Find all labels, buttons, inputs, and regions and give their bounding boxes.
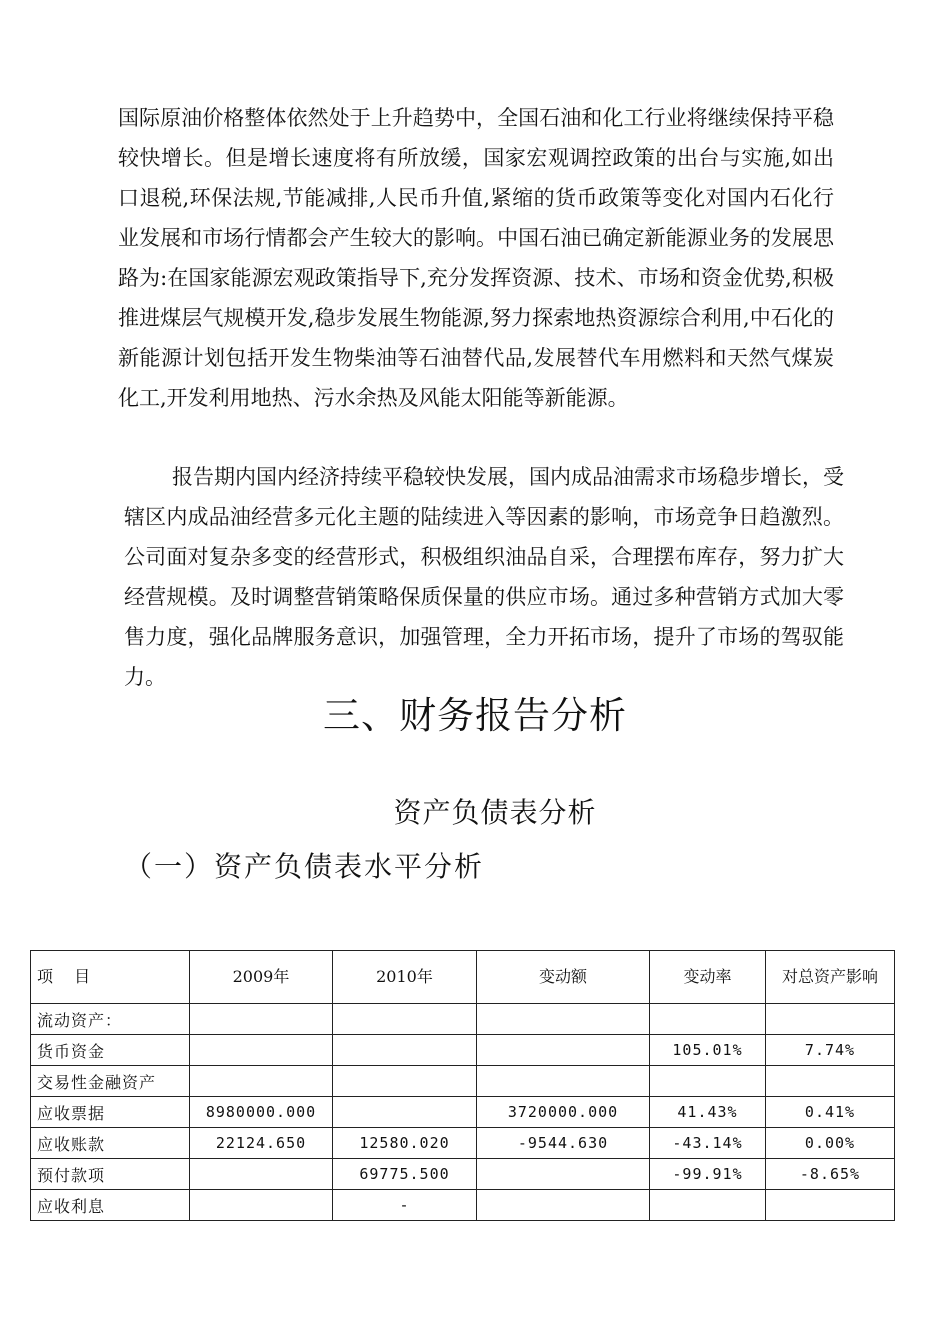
body-paragraph-2-text: 报告期内国内经济持续平稳较快发展，国内成品油需求市场稳步增长，受辖区内成品油经营多元化主题的陆续进入等因素的影响，市场竞争日趋激烈。公司面对复杂多变的经营形式，积极组织油品自采，合理摆布库存，努力扩大经营规模。及时调整营销策略保质保量的供应市场。通过多种营销方式加大零售力度，强化品牌服务意识，加强管理，全力开拓市场，提升了市场的驾驭能力。 <box>124 465 844 689</box>
cell-change-rate <box>650 1004 766 1035</box>
header-2010: 2010年 <box>333 951 477 1004</box>
balance-sheet-table <box>30 950 895 1221</box>
cell-change-amount: -9544.630 <box>477 1128 650 1159</box>
cell-change-amount <box>477 1035 650 1066</box>
cell-change-amount <box>477 1004 650 1035</box>
cell-change-rate: 41.43% <box>650 1097 766 1128</box>
cell-2009: 22124.650 <box>190 1128 333 1159</box>
table-row <box>31 1066 895 1097</box>
subsection-heading-2: （一）资产负债表水平分析 <box>124 850 485 883</box>
cell-2010 <box>333 1004 477 1035</box>
cell-change-amount <box>477 1066 650 1097</box>
cell-change-amount <box>477 1190 650 1221</box>
header-change-rate: 变动率 <box>650 951 766 1004</box>
body-paragraph-2 <box>124 457 844 697</box>
cell-change-rate <box>650 1066 766 1097</box>
row-label: 货币资金 <box>31 1035 190 1066</box>
row-label: 应收票据 <box>31 1097 190 1128</box>
row-label: 流动资产： <box>31 1004 190 1035</box>
row-label: 应收利息 <box>31 1190 190 1221</box>
cell-change-rate: -99.91% <box>650 1159 766 1190</box>
cell-impact: 0.41% <box>766 1097 895 1128</box>
table-row <box>31 1190 895 1221</box>
section-heading: 三、财务报告分析 <box>323 694 627 737</box>
table-row <box>31 1159 895 1190</box>
table-row <box>31 1035 895 1066</box>
cell-2009: 8980000.000 <box>190 1097 333 1128</box>
cell-change-rate <box>650 1190 766 1221</box>
cell-2010 <box>333 1097 477 1128</box>
cell-2010 <box>333 1035 477 1066</box>
row-label: 交易性金融资产 <box>31 1066 190 1097</box>
cell-impact <box>766 1190 895 1221</box>
table-row <box>31 1004 895 1035</box>
table-row <box>31 1097 895 1128</box>
cell-impact <box>766 1066 895 1097</box>
cell-change-rate: 105.01% <box>650 1035 766 1066</box>
cell-2010: 12580.020 <box>333 1128 477 1159</box>
cell-change-amount <box>477 1159 650 1190</box>
cell-change-rate: -43.14% <box>650 1128 766 1159</box>
cell-2010: 69775.500 <box>333 1159 477 1190</box>
cell-impact <box>766 1004 895 1035</box>
header-total-asset-impact: 对总资产影响 <box>766 951 895 1004</box>
subsection-heading: 资产负债表分析 <box>393 796 597 829</box>
table-row <box>31 1128 895 1159</box>
header-change-amount: 变动额 <box>477 951 650 1004</box>
cell-2009 <box>190 1004 333 1035</box>
cell-impact: 0.00% <box>766 1128 895 1159</box>
header-item: 项 目 <box>31 951 190 1004</box>
cell-impact: -8.65% <box>766 1159 895 1190</box>
cell-2009 <box>190 1066 333 1097</box>
cell-2009 <box>190 1035 333 1066</box>
header-2009: 2009年 <box>190 951 333 1004</box>
cell-2010: - <box>333 1190 477 1221</box>
cell-2010 <box>333 1066 477 1097</box>
cell-2009 <box>190 1159 333 1190</box>
table-header-row <box>31 951 895 1004</box>
row-label: 应收账款 <box>31 1128 190 1159</box>
cell-impact: 7.74% <box>766 1035 895 1066</box>
cell-change-amount: 3720000.000 <box>477 1097 650 1128</box>
row-label: 预付款项 <box>31 1159 190 1190</box>
cell-2009 <box>190 1190 333 1221</box>
body-paragraph-1: 国际原油价格整体依然处于上升趋势中，全国石油和化工行业将继续保持平稳较快增长。但是增长速度将有所放缓，国家宏观调控政策的出台与实施,如出口退税,环保法规,节能减排,人民币升值,紧缩的货币政策等变化对国内石化行业发展和市场行情都会产生较大的影响。中国石油已确定新能源业务的发展思路为:在国家能源宏观政策指导下,充分发挥资源、技术、市场和资金优势,积极推进煤层气规模开发,稳步发展生物能源,努力探索地热资源综合利用,中石化的新能源计划包括开发生物柴油等石油替代品,发展替代车用燃料和天然气煤炭化工,开发利用地热、污水余热及风能太阳能等新能源。 <box>118 106 834 410</box>
